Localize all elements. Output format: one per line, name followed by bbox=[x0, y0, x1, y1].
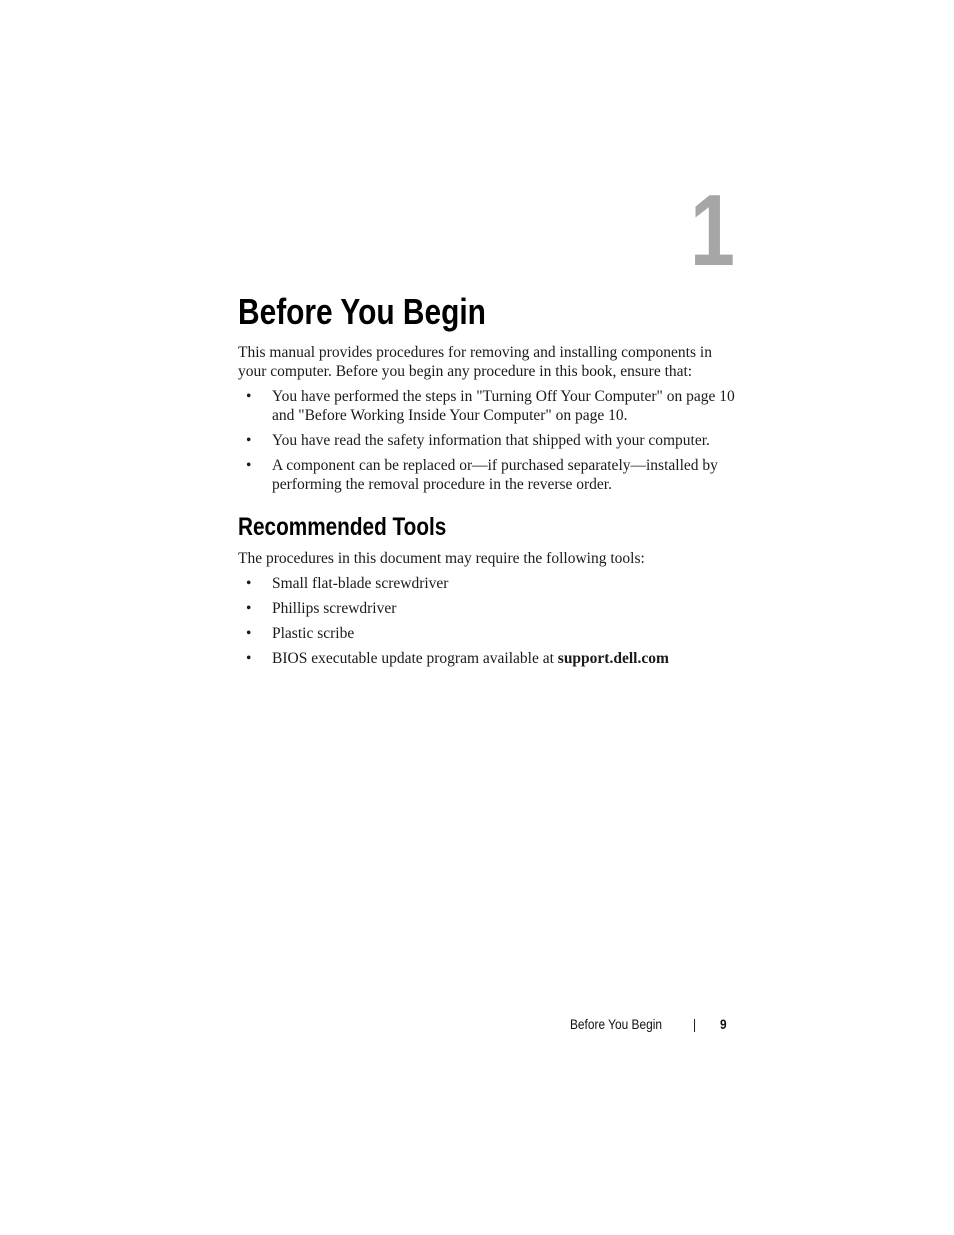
tools-intro: The procedures in this document may require the following tools: bbox=[238, 550, 645, 567]
page-title: Before You Begin bbox=[238, 291, 486, 332]
bullet-icon: • bbox=[246, 625, 252, 642]
tools-list bbox=[238, 574, 738, 674]
bullet-icon: • bbox=[246, 650, 252, 667]
support-link[interactable]: support.dell.com bbox=[557, 650, 669, 667]
page-number: 9 bbox=[720, 1016, 727, 1032]
list-item: • You have read the safety information that shipped with your computer. bbox=[246, 432, 710, 449]
bullet-icon: • bbox=[246, 432, 252, 449]
list-item: • Small flat-blade screwdriver bbox=[246, 575, 449, 592]
bullet-icon: • bbox=[246, 600, 252, 617]
list-item: • BIOS executable update program available at support.dell.com bbox=[246, 650, 669, 667]
section-heading: Recommended Tools bbox=[238, 513, 447, 541]
list-item: • You have performed the steps in "Turning Off Your Computer" on page 10 and "Before Working Inside Your Computer" on page 10. bbox=[246, 388, 735, 424]
bullet-icon: • bbox=[246, 575, 252, 592]
list-item: • A component can be replaced or—if purchased separately—installed by performing the removal procedure in the reverse order. bbox=[246, 457, 718, 493]
page-footer bbox=[570, 1014, 727, 1034]
list-item: • Plastic scribe bbox=[246, 625, 355, 642]
bullet-icon: • bbox=[246, 457, 252, 474]
checklist bbox=[238, 387, 738, 500]
footer-separator: | bbox=[693, 1016, 697, 1032]
footer-section-title: Before You Begin bbox=[570, 1016, 662, 1032]
list-item: • Phillips screwdriver bbox=[246, 600, 397, 617]
bullet-icon: • bbox=[246, 388, 252, 405]
chapter-number: 1 bbox=[690, 175, 735, 287]
intro-paragraph: This manual provides procedures for removing and installing components in your computer. Before you begin any procedure in this book, ensure that: bbox=[238, 344, 712, 380]
